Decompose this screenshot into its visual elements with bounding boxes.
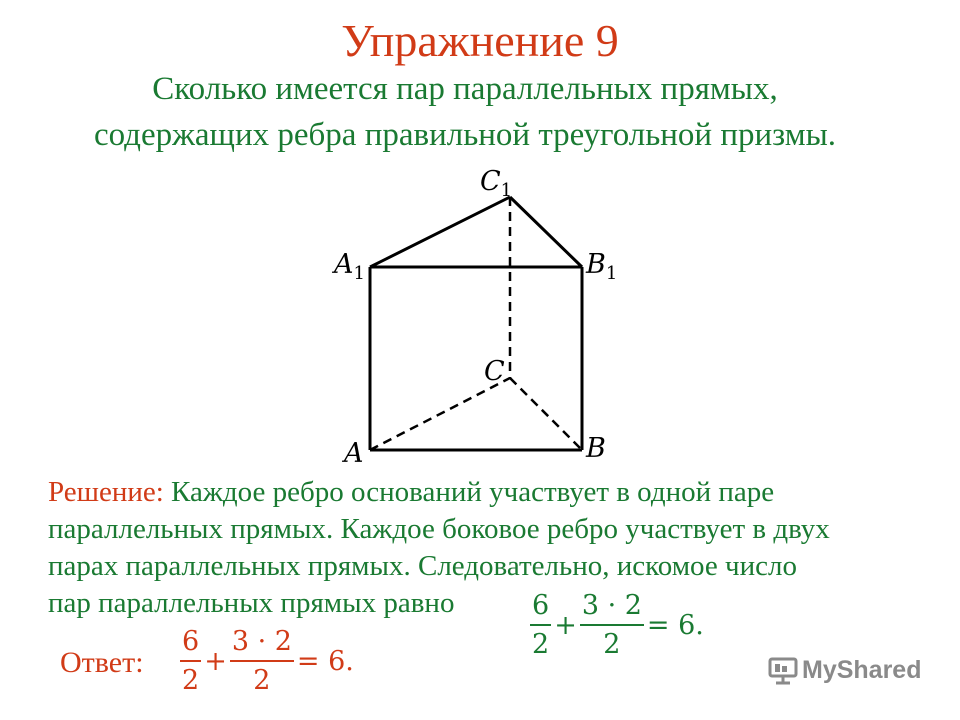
presentation-icon [768,657,798,685]
solution-text [48,474,928,622]
prism-figure [320,160,640,470]
answer-label: Ответ: [60,646,144,679]
answer-result: = 6. [296,645,354,677]
fraction-3x2-over-2: $\frac{3 \cdot 2}{2}$ [581,590,642,660]
answer-formula [180,626,357,696]
edge-CB [510,378,582,450]
solution-line-4: пар параллельных прямых равно [48,587,455,619]
solution-formula [530,590,707,660]
solution-line-3: парах параллельных прямых. Следовательно, искомое число [48,550,797,582]
vertex-label-B1: $B_1$ [586,249,618,284]
problem-line-2: содержащих ребра правильной треугольной призмы. [93,117,837,153]
vertex-label-C: C [484,356,505,387]
solution-line-2: параллельных прямых. Каждое боковое ребро участвует в двух [48,513,830,545]
edge-A1C1 [370,197,510,267]
solution-line-1: Решение: Каждое ребро оснований участвует в одной паре [48,476,775,508]
answer-fraction-3x2-over-2: $\frac{3 \cdot 2}{2}$ [231,626,292,696]
vertex-label-C1: $C_1$ [480,166,513,201]
vertex-label-A1: $A_1$ [334,249,365,284]
vertex-label-A: A [344,438,364,469]
answer-fraction-6-over-2: $\frac{6}{2}$ [182,626,200,696]
formula-result: = 6. [646,609,704,641]
solution-label: Решение: [48,476,164,508]
slide-title: Упражнение 9 [341,15,619,66]
problem-statement [0,66,930,158]
fraction-6-over-2: $\frac{6}{2}$ [532,590,550,660]
edge-C1B1 [510,197,582,267]
watermark [768,656,921,685]
edge-AC [370,378,510,450]
vertex-label-B: B [586,433,606,464]
problem-line-1: Сколько имеется пар параллельных прямых, [152,71,778,107]
plus-sign: + [554,609,577,641]
answer-plus-sign: + [204,645,227,677]
watermark-text: MyShared [802,656,922,684]
